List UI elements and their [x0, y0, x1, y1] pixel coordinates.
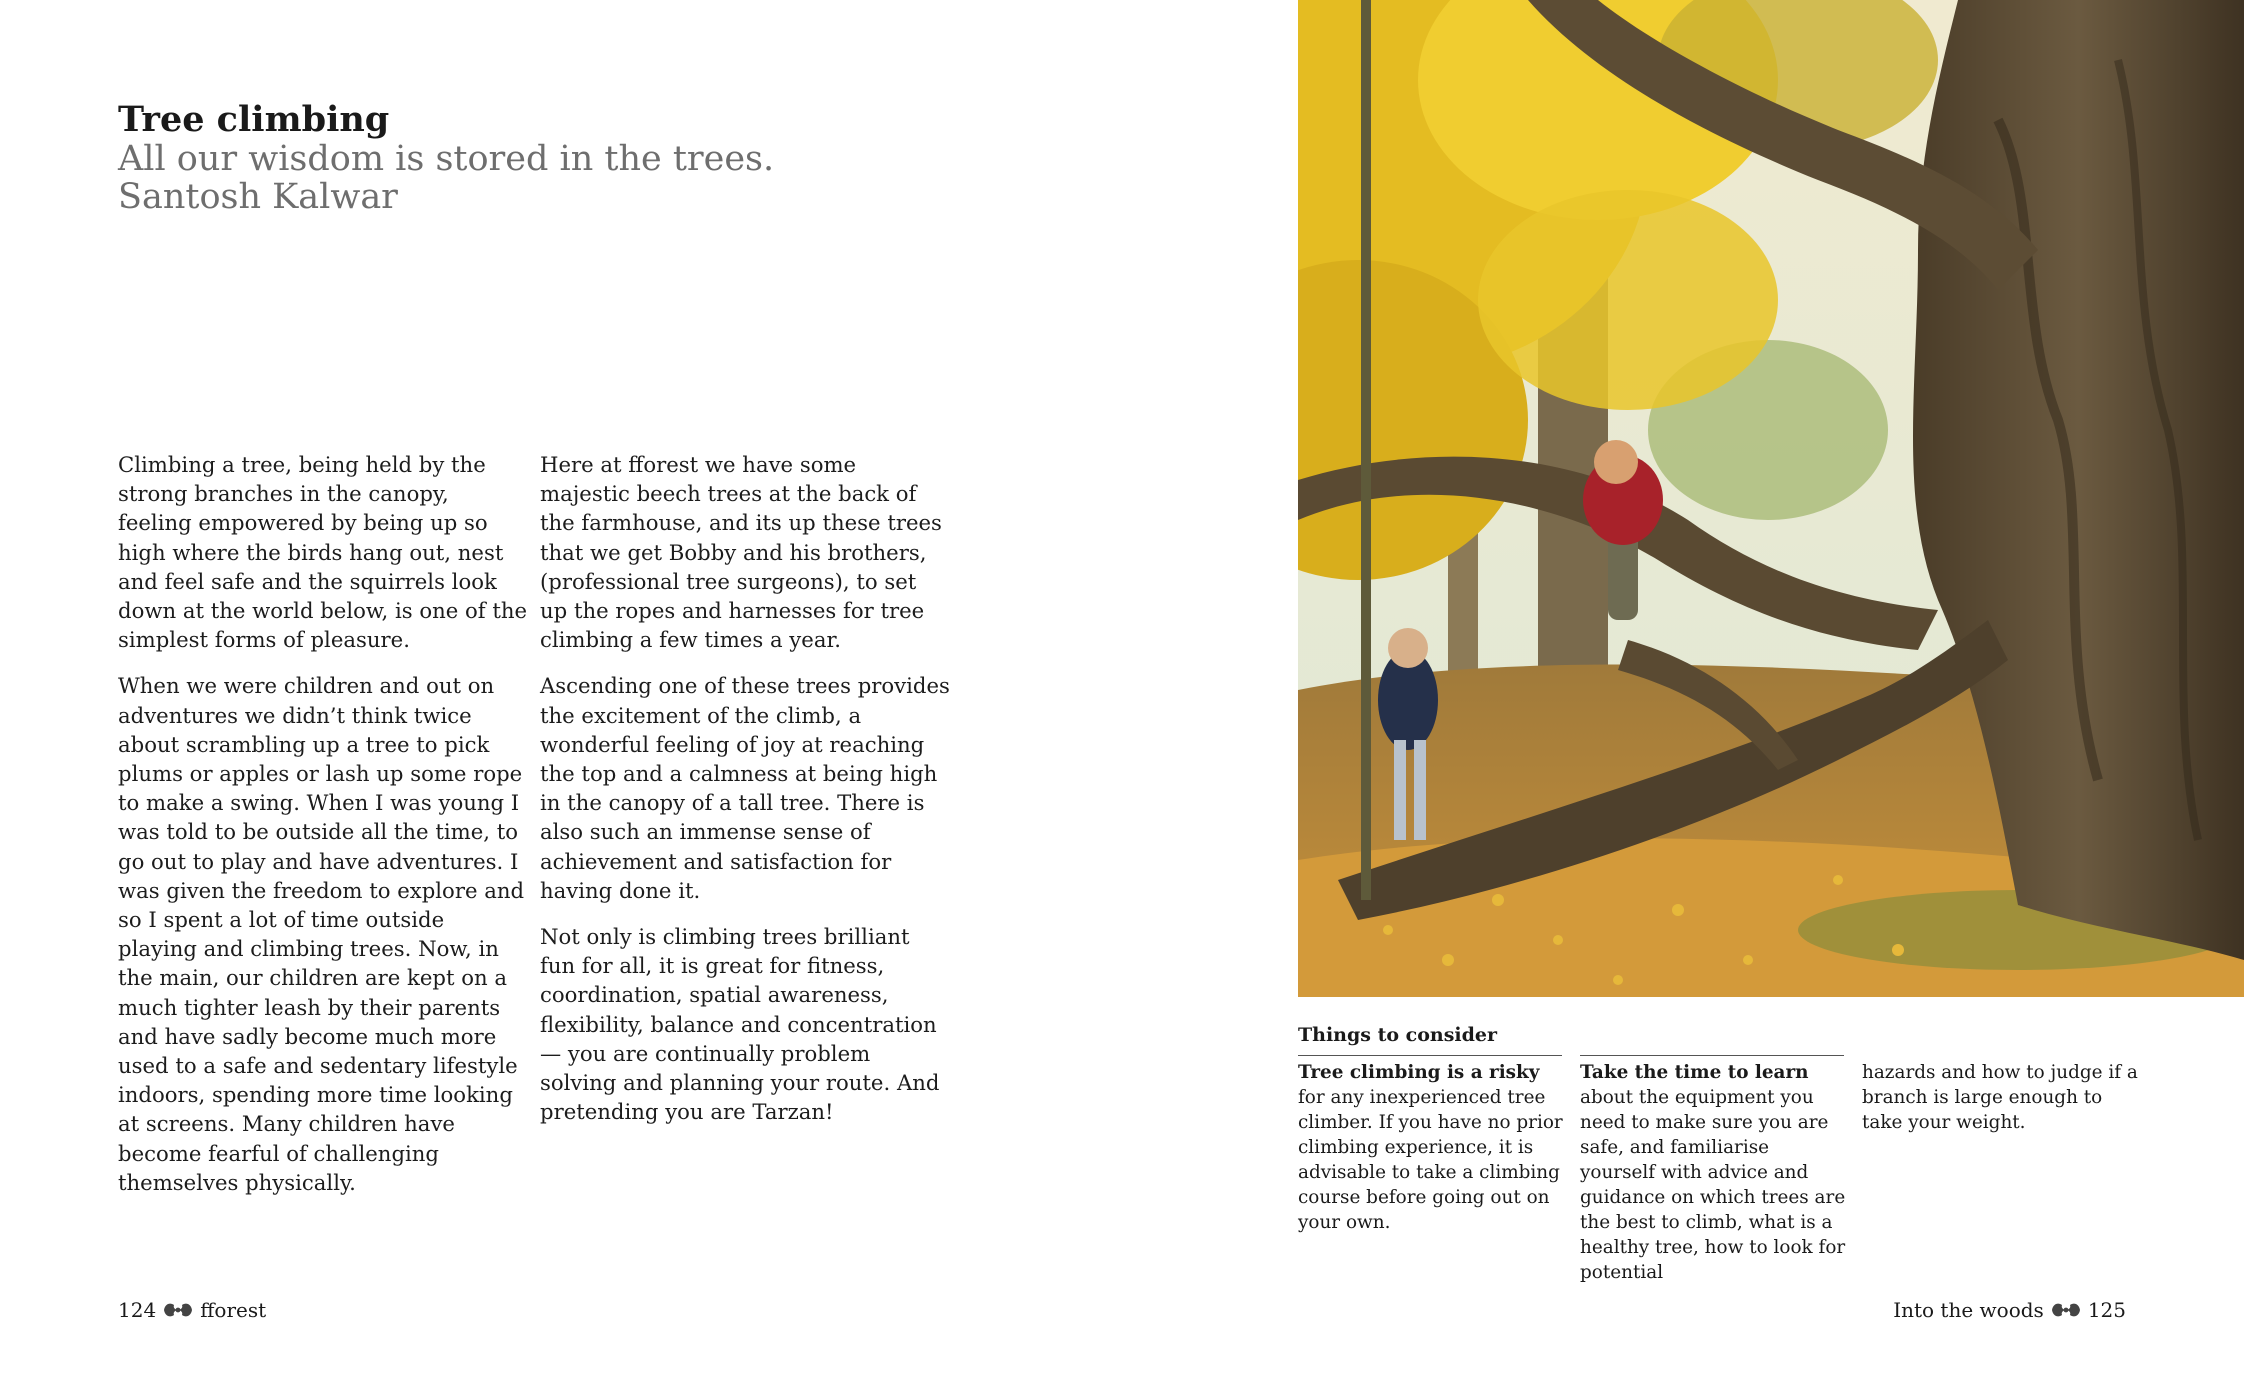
paragraph: Here at fforest we have some majestic beech trees at the back of the farmhouse, and its up these trees that we get Bobby and his brothers, (professional tree surgeons), to set up the ropes and harnesses for tree climbing a few times a year. — [540, 452, 942, 653]
paragraph: Climbing a tree, being held by the strong branches in the canopy, feeling empowered by being up so high where the birds hang out, nest and feel safe and the squirrels look down at the world below, is one of the simplest forms of pleasure. — [118, 452, 528, 653]
body-column-1 — [118, 450, 528, 1214]
tree-climbing-photo — [1298, 0, 2244, 997]
tip-2-text: about the equipment you need to make sure you are safe, and familiarise yourself with advice and guidance on which trees are the best to climb, what is a healthy tree, how to look for potential — [1580, 1087, 1846, 1283]
sidebar-heading: Things to consider — [1298, 1024, 1497, 1046]
paragraph: Ascending one of these trees provides the excitement of the climb, a wonderful feeling of joy at reaching the top and a calmness at being high in the canopy of a tall tree. There is also such an immense sense of achievement and satisfaction for having done it. — [540, 673, 950, 903]
oak-leaf-icon — [161, 1299, 195, 1321]
footer-left — [118, 1297, 266, 1323]
tip-2 — [1580, 1060, 1846, 1285]
body-column-2 — [540, 450, 950, 1143]
oak-leaf-icon — [2049, 1299, 2083, 1321]
paragraph: When we were children and out on adventures we didn’t think twice about scrambling up a tree to pick plums or apples or lash up some rope to make a swing. When I was young I was told to be outside all the time, to go out to play and have adventures. I was given the freedom to explore and so I spent a lot of time outside playing and climbing trees. Now, in the main, our children are kept on a much tighter leash by their parents and have sadly become much more used to a safe and sedentary lifestyle indoors, spending more time looking at screens. Many children have become fearful of challenging themselves physically. — [118, 673, 525, 1195]
tip-3-text: hazards and how to judge if a branch is large enough to take your weight. — [1862, 1062, 2138, 1133]
book-title-label: fforest — [200, 1298, 267, 1322]
footer-right — [1893, 1297, 2126, 1323]
tip-3 — [1862, 1060, 2138, 1135]
epigraph-quote: All our wisdom is stored in the trees. — [118, 139, 775, 179]
page-number-left: 124 — [118, 1298, 157, 1322]
tip-2-lead: Take the time to learn — [1580, 1062, 1809, 1083]
page-number-right: 125 — [2087, 1298, 2126, 1322]
divider — [1298, 1055, 1562, 1056]
tip-1-text: for any inexperienced tree climber. If you have no prior climbing experience, it is advisable to take a climbing course before going out on your own. — [1298, 1087, 1563, 1233]
tip-1 — [1298, 1060, 1564, 1235]
paragraph: Not only is climbing trees brilliant fun for all, it is great for fitness, coordination, spatial awareness, flexibility, balance and concentration — you are continually problem solving and planning your route. And pretending you are Tarzan! — [540, 924, 940, 1125]
page-title: Tree climbing — [118, 99, 390, 140]
title-block — [118, 100, 878, 216]
divider — [1580, 1055, 1844, 1056]
section-title-label: Into the woods — [1893, 1298, 2044, 1322]
epigraph-author: Santosh Kalwar — [118, 177, 398, 217]
tip-1-lead: Tree climbing is a risky — [1298, 1062, 1540, 1083]
